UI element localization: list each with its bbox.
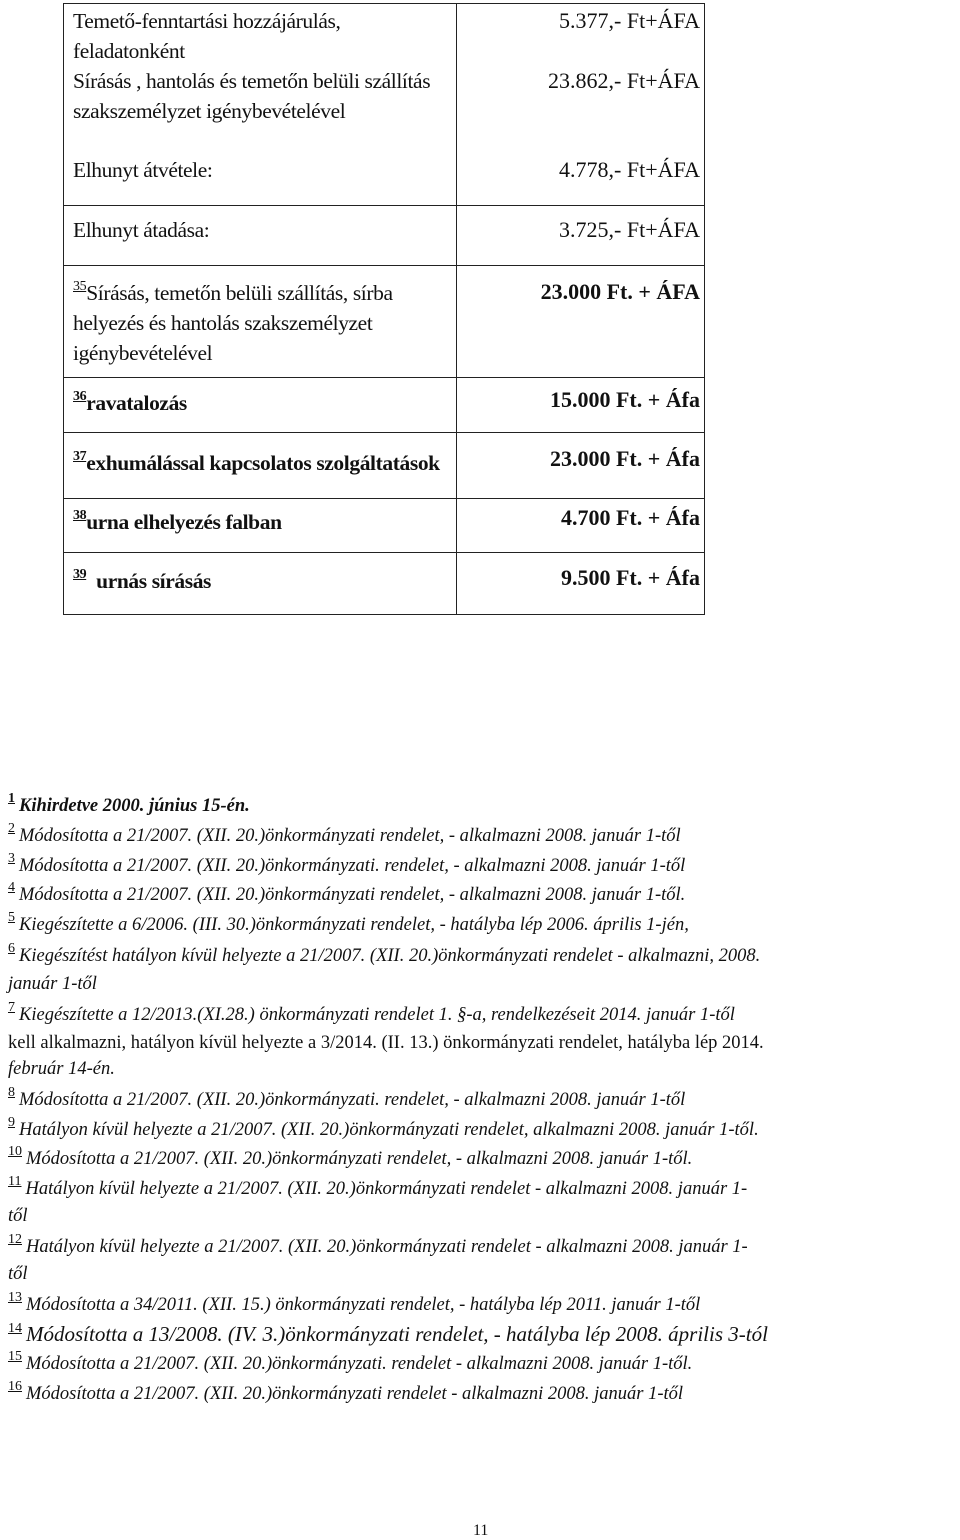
footnote: $^8$ Módosította a 21/2007. (XII. 20.)önkormányzati. rendelet, - alkalmazni 2008. január 1-től: [8, 1085, 686, 1110]
fee-price: 23.000 Ft. + Áfa: [549, 446, 700, 471]
row-divider: [64, 552, 704, 553]
column-divider: [456, 4, 457, 614]
row-divider: [64, 377, 704, 378]
fee-label: $^{39}$ urnás sírásás: [73, 567, 212, 593]
fee-price: 23.862,- Ft+ÁFA: [548, 68, 700, 93]
fee-label: $^{38}$urna elhelyezés falban: [73, 508, 282, 534]
row-divider: [64, 205, 704, 206]
footnote-ref[interactable]: 39: [73, 567, 87, 582]
footnote-continuation: től: [8, 1206, 28, 1226]
fee-price: 3.725,- Ft+ÁFA: [559, 217, 700, 242]
footnote-continuation: január 1-től: [8, 974, 97, 994]
fee-label: Temető-fenntartási hozzájárulás, feladatonként: [73, 9, 341, 63]
footnote-ref[interactable]: 35: [73, 279, 87, 294]
footnote: $^{15}$ Módosította a 21/2007. (XII. 20.)önkormányzati. rendelet - alkalmazni 2008. január 1-től.: [8, 1349, 693, 1374]
footnote: $^{13}$ Módosította a 34/2011. (XII. 15.) önkormányzati rendelet, - hatályba lép 2011. január 1-től: [8, 1290, 701, 1315]
fee-table: [63, 3, 705, 615]
footnote: $^5$ Kiegészítette a 6/2006. (III. 30.)önkormányzati rendelet, - hatályba lép 2006. április 1-jén,: [8, 910, 689, 935]
fee-label: $^{36}$ravatalozás: [73, 389, 187, 415]
fee-label: Elhunyt átvétele:: [73, 158, 213, 182]
fee-price: 9.500 Ft. + Áfa: [560, 565, 700, 590]
fee-label: $^{35}$Sírásás, temetőn belüli szállítás, sírba helyezés és hantolás szakszemélyzet igénybevételével: [73, 279, 393, 365]
fee-price: 23.000 Ft. + ÁFA: [540, 279, 700, 304]
page-number: 11: [473, 1522, 489, 1539]
footnote: $^3$ Módosította a 21/2007. (XII. 20.)önkormányzati. rendelet, - alkalmazni 2008. január 1-től: [8, 851, 686, 876]
footnote: $^2$ Módosította a 21/2007. (XII. 20.)önkormányzati rendelet, - alkalmazni 2008. január 1-től: [8, 821, 681, 846]
footnote: $^9$ Hatályon kívül helyezte a 21/2007. (XII. 20.)önkormányzati rendelet, alkalmazni 2008. január 1-től.: [8, 1115, 759, 1140]
footnote: $^6$ Kiegészítést hatályon kívül helyezte a 21/2007. (XII. 20.)önkormányzati rendelet - alkalmazni, 2008.: [8, 941, 761, 966]
footnote-ref[interactable]: 37: [73, 449, 87, 464]
fee-price: 4.778,- Ft+ÁFA: [559, 157, 700, 182]
footnote: $^1$ Kihirdetve 2000. június 15-én.: [8, 791, 250, 816]
fee-price: 4.700 Ft. + Áfa: [560, 505, 700, 530]
footnote: $^{11}$ Hatályon kívül helyezte a 21/2007. (XII. 20.)önkormányzati rendelet - alkalmazni 2008. január 1-: [8, 1174, 748, 1199]
footnote: $^{16}$ Módosította a 21/2007. (XII. 20.)önkormányzati rendelet - alkalmazni 2008. január 1-től: [8, 1379, 684, 1404]
footnote: $^{10}$ Módosította a 21/2007. (XII. 20.)önkormányzati rendelet, - alkalmazni 2008. január 1-től.: [8, 1144, 693, 1169]
fee-label: Elhunyt átadása:: [73, 218, 210, 242]
fee-label: $^{37}$exhumálással kapcsolatos szolgáltatások: [73, 449, 440, 475]
footnote-continuation: február 14-én.: [8, 1059, 115, 1079]
footnote: $^4$ Módosította a 21/2007. (XII. 20.)önkormányzati rendelet, - alkalmazni 2008. január 1-től.: [8, 880, 686, 905]
footnote: $^{14}$ Módosította a 13/2008. (IV. 3.)önkormányzati rendelet, - hatályba lép 2008. április 3-tól: [8, 1321, 768, 1346]
footnote-continuation: től: [8, 1264, 28, 1284]
row-divider: [64, 265, 704, 266]
row-divider: [64, 432, 704, 433]
footnote: $^7$ Kiegészítette a 12/2013.(XI.28.) önkormányzati rendelet 1. §-a, rendelkezéseit 2014. január 1-től: [8, 1000, 735, 1025]
footnote-continuation: kell alkalmazni, hatályon kívül helyezte a 3/2014. (II. 13.) önkormányzati rendelet, hatályba lép 2014.: [8, 1033, 764, 1053]
fee-label: Sírásás , hantolás és temetőn belüli szállítás szakszemélyzet igénybevételével: [73, 69, 431, 123]
footnote-ref[interactable]: 38: [73, 508, 87, 523]
fee-price: 15.000 Ft. + Áfa: [549, 387, 700, 412]
fee-price: 5.377,- Ft+ÁFA: [559, 8, 700, 33]
footnote-ref[interactable]: 36: [73, 389, 87, 404]
footnote: $^{12}$ Hatályon kívül helyezte a 21/2007. (XII. 20.)önkormányzati rendelet - alkalmazni 2008. január 1-: [8, 1232, 748, 1257]
